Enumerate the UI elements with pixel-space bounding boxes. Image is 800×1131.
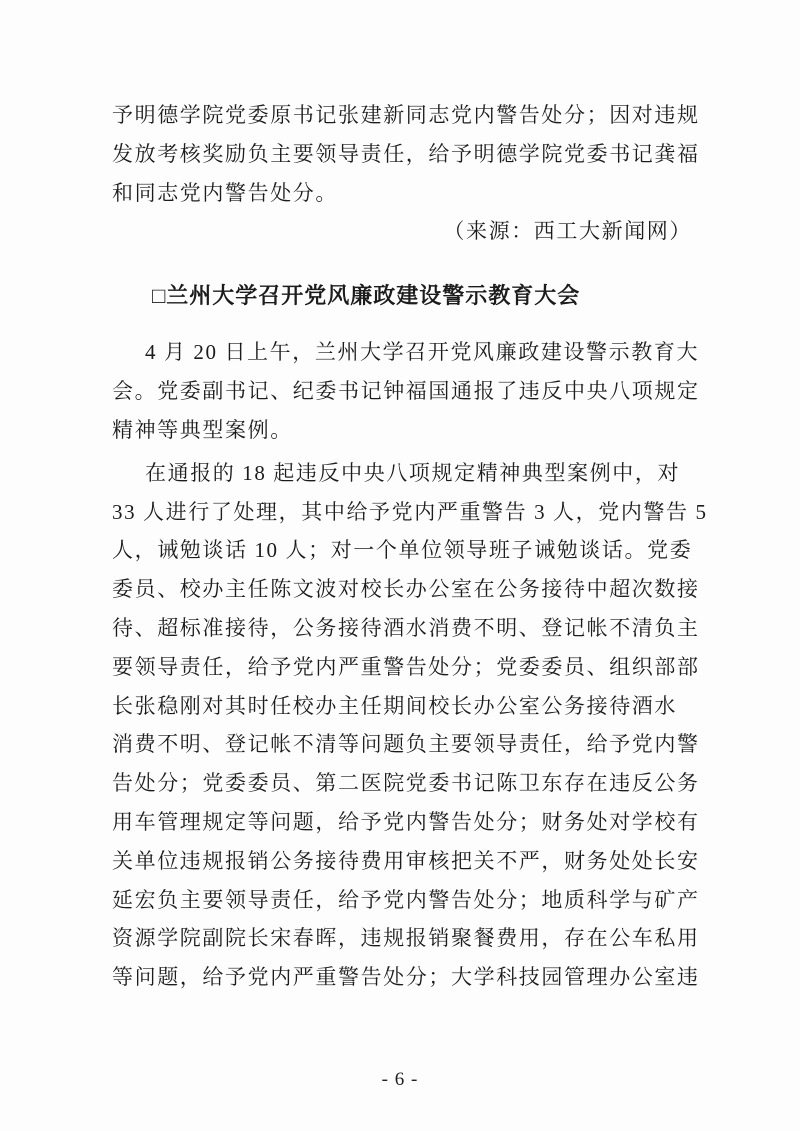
text-line: 4 月 20 日上午，兰州大学召开党风廉政建设警示教育大 <box>145 340 700 365</box>
text-line: 待、超标准接待，公务接待酒水消费不明、登记帐不清负主 <box>112 615 700 640</box>
text-line: 关单位违规报销公务接待费用审核把关不严，财务处处长安 <box>112 848 700 873</box>
text-line: 精神等典型案例。 <box>112 417 293 442</box>
text-line: 予明德学院党委原书记张建新同志党内警告处分；因对违规 <box>112 103 700 127</box>
text-line: 人，诫勉谈话 10 人；对一个单位领导班子诫勉谈话。党委 <box>112 538 693 563</box>
text-line: 用车管理规定等问题，给予党内警告处分；财务处对学校有 <box>112 809 700 834</box>
paragraph <box>112 333 704 449</box>
text-line: 和同志党内警告处分。 <box>112 180 338 205</box>
text-line: 33 人进行了处理，其中给予党内严重警告 3 人，党内警告 5 <box>112 499 708 524</box>
text-line: 告处分；党委委员、第二医院党委书记陈卫东存在违反公务 <box>112 771 700 796</box>
article-heading: □兰州大学召开党风廉政建设警示教育大会 <box>152 283 581 309</box>
text-line: 在通报的 18 起违反中央八项规定精神典型案例中，对 <box>145 460 681 485</box>
text-line: 委员、校办主任陈文波对校长办公室在公务接待中超次数接 <box>112 577 700 602</box>
text-line: 会。党委副书记、纪委书记钟福国通报了违反中央八项规定 <box>112 379 700 404</box>
text-line: 资源学院副院长宋春晖，违规报销聚餐费用，存在公车私用 <box>112 926 700 951</box>
continued-paragraph <box>112 96 704 212</box>
text-line: 长张稳刚对其时任校办主任期间校长办公室公务接待酒水 <box>112 693 677 718</box>
text-line: 延宏负主要领导责任，给予党内警告处分；地质科学与矿产 <box>112 887 700 912</box>
source-attribution: （来源：西工大新闻网） <box>443 219 692 244</box>
paragraph <box>112 454 708 997</box>
text-line: 发放考核奖励负主要领导责任，给予明德学院党委书记龚福 <box>112 141 700 166</box>
text-line: 等问题，给予党内严重警告处分；大学科技园管理办公室违 <box>112 965 700 990</box>
document-body <box>112 96 708 997</box>
text-line: 消费不明、登记帐不清等问题负主要领导责任，给予党内警 <box>112 732 700 757</box>
text-line: 要领导责任，给予党内严重警告处分；党委委员、组织部部 <box>112 654 700 679</box>
page-number: - 6 - <box>381 1069 419 1090</box>
